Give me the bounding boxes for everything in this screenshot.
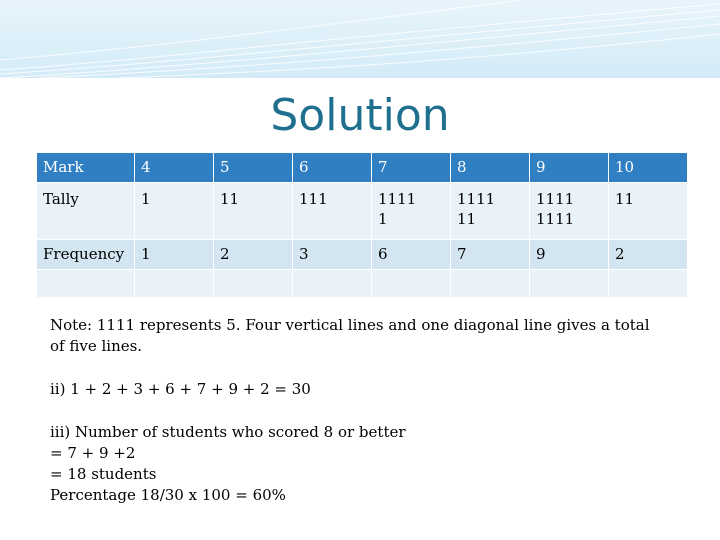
table-cell	[37, 270, 135, 298]
part-iii-line: = 18 students	[50, 465, 157, 483]
table-cell: 7	[451, 240, 530, 270]
page-title: Solution	[270, 90, 450, 141]
table-row-tally	[37, 183, 688, 240]
table-cell	[214, 270, 293, 298]
table-cell: 5	[214, 153, 293, 183]
note-text: Note: 1111 represents 5. Four vertical lines and one diagonal line gives a total of five lines.	[50, 316, 650, 355]
table-cell: 11	[609, 183, 688, 240]
table-cell: 4	[135, 153, 214, 183]
tally-table	[36, 152, 688, 298]
part-iii-block	[50, 422, 650, 506]
part-iii-line: Percentage 18/30 x 100 = 60%	[50, 486, 286, 504]
table-cell	[609, 270, 688, 298]
table-row-frequency	[37, 240, 688, 270]
table-cell: 8	[451, 153, 530, 183]
table-cell	[451, 270, 530, 298]
part-iii-line: = 7 + 9 +2	[50, 444, 136, 462]
table-cell: 111	[293, 183, 372, 240]
table-cell: 1	[135, 240, 214, 270]
table-cell: 1111 1111	[530, 183, 609, 240]
table-cell: 2	[609, 240, 688, 270]
table-cell: 3	[293, 240, 372, 270]
table-row-mark	[37, 153, 688, 183]
table-cell: 7	[372, 153, 451, 183]
decorative-wave-lines	[0, 0, 720, 78]
part-iii-line: iii) Number of students who scored 8 or better	[50, 423, 406, 441]
table-cell: 9	[530, 240, 609, 270]
table-cell	[293, 270, 372, 298]
table-cell: Mark	[37, 153, 135, 183]
table-cell	[530, 270, 609, 298]
table-cell: 2	[214, 240, 293, 270]
table-cell: 6	[372, 240, 451, 270]
table-cell	[135, 270, 214, 298]
decorative-top-band	[0, 0, 720, 78]
table-row-empty	[37, 270, 688, 298]
table-cell: 6	[293, 153, 372, 183]
table-cell: 1	[135, 183, 214, 240]
table-cell: 1111 1	[372, 183, 451, 240]
table-cell: 11	[214, 183, 293, 240]
table-cell: Frequency	[37, 240, 135, 270]
table-cell	[372, 270, 451, 298]
table-cell: 10	[609, 153, 688, 183]
table-cell: Tally	[37, 183, 135, 240]
table-cell: 1111 11	[451, 183, 530, 240]
part-ii-line: ii) 1 + 2 + 3 + 6 + 7 + 9 + 2 = 30	[50, 380, 311, 398]
table-cell: 9	[530, 153, 609, 183]
